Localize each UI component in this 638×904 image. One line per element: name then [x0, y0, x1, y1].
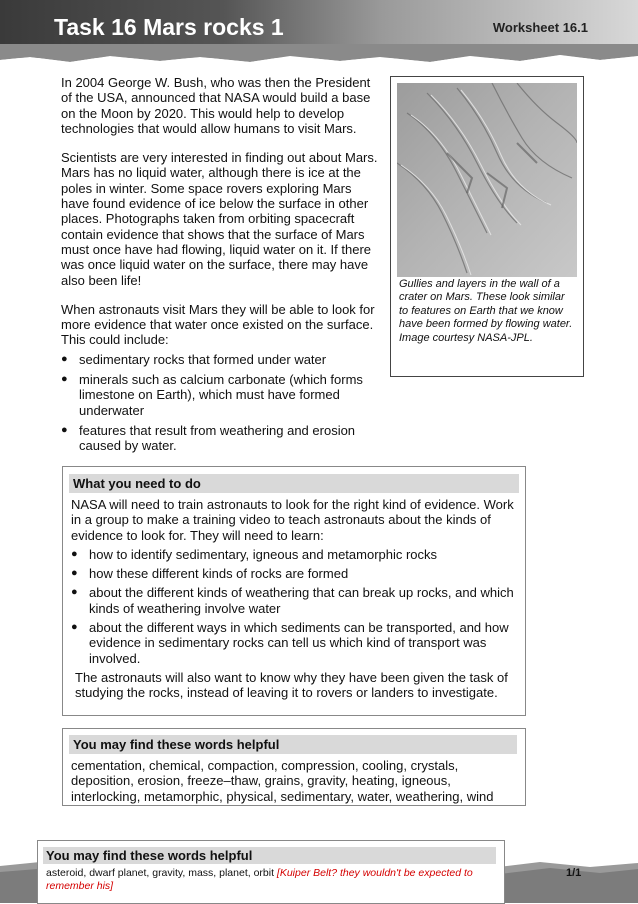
intro-paragraph-3: When astronauts visit Mars they will be able to look for more evidence that water once existed on the surface. This could include:	[61, 301, 375, 348]
caption-text: Gullies and layers in the wall of a crater on Mars. These look similar to features on Earth that we know have been formed by flowing water.	[399, 278, 573, 331]
teacher-note: [Kuiper Belt? they wouldn't be expected to remember his]	[46, 867, 473, 892]
box-heading: You may find these words helpful	[43, 847, 496, 864]
list-item: ● how these different kinds of rocks are formed	[71, 566, 517, 581]
list-item: ● about the different ways in which sediments can be transported, and how evidence in sedimentary rocks can tell us which kind of transport was involved.	[71, 620, 517, 666]
box-heading: What you need to do	[69, 474, 519, 493]
task-intro: NASA will need to train astronauts to look for the right kind of evidence. Work in a group to make a training video to teach astronauts about the kinds of evidence to look for. They will need to learn:	[71, 497, 514, 543]
torn-edge	[0, 44, 638, 70]
photo-caption	[399, 278, 575, 345]
page-title: Task 16 Mars rocks 1	[54, 14, 284, 40]
word-list: cementation, chemical, compaction, compression, cooling, crystals, deposition, erosion, freeze–thaw, grains, gravity, heating, igneous, interlocking, metamorphic, physical, sedimentary, water, weathering, wind	[71, 758, 494, 804]
list-item: ● features that result from weathering and erosion caused by water.	[61, 423, 379, 454]
image-credit: Image courtesy NASA-JPL.	[399, 331, 533, 344]
box-heading: You may find these words helpful	[69, 735, 517, 754]
mars-gullies-image	[397, 83, 577, 277]
worksheet-label: Worksheet 16.1	[492, 20, 588, 35]
word-list-text: asteroid, dwarf planet, gravity, mass, planet, orbit	[46, 867, 274, 879]
what-you-need-box	[62, 466, 526, 716]
evidence-list	[61, 352, 379, 454]
intro-paragraph-2: Scientists are very interested in finding out about Mars. Mars has no liquid water, although there is ice at the poles in winter. Some space rovers exploring Mars have found evidence of ice below the surface in other places. Photographs taken from orbiting spacecraft contain evidence that shows that the surface of Mars must once have had flowing, liquid water on it. If there was once liquid water on the surface, there may have also been life!	[61, 150, 378, 288]
list-item: ● minerals such as calcium carbonate (which forms limestone on Earth), which must have formed underwater	[61, 372, 379, 418]
list-item: ● sedimentary rocks that formed under water	[61, 352, 379, 367]
list-item: ● about the different kinds of weathering that can break up rocks, and which kinds of weathering involve water	[71, 585, 517, 616]
intro-paragraph-1: In 2004 George W. Bush, who was then the President of the USA, announced that NASA would build a base on the Moon by 2020. This would help to develop technologies that would allow humans to visit Mars.	[61, 75, 371, 136]
helpful-words-box-2	[37, 840, 505, 904]
list-item: ● how to identify sedimentary, igneous and metamorphic rocks	[71, 547, 517, 562]
page-number: 1/1	[566, 867, 582, 879]
intro-text	[61, 75, 379, 459]
word-list-2	[46, 867, 496, 893]
learn-list	[71, 547, 517, 666]
photo-figure	[390, 76, 584, 377]
helpful-words-box	[62, 728, 526, 806]
task-closing: The astronauts will also want to know why they have been given the task of studying the rocks, instead of leaving it to rovers or landers to investigate.	[75, 669, 508, 701]
